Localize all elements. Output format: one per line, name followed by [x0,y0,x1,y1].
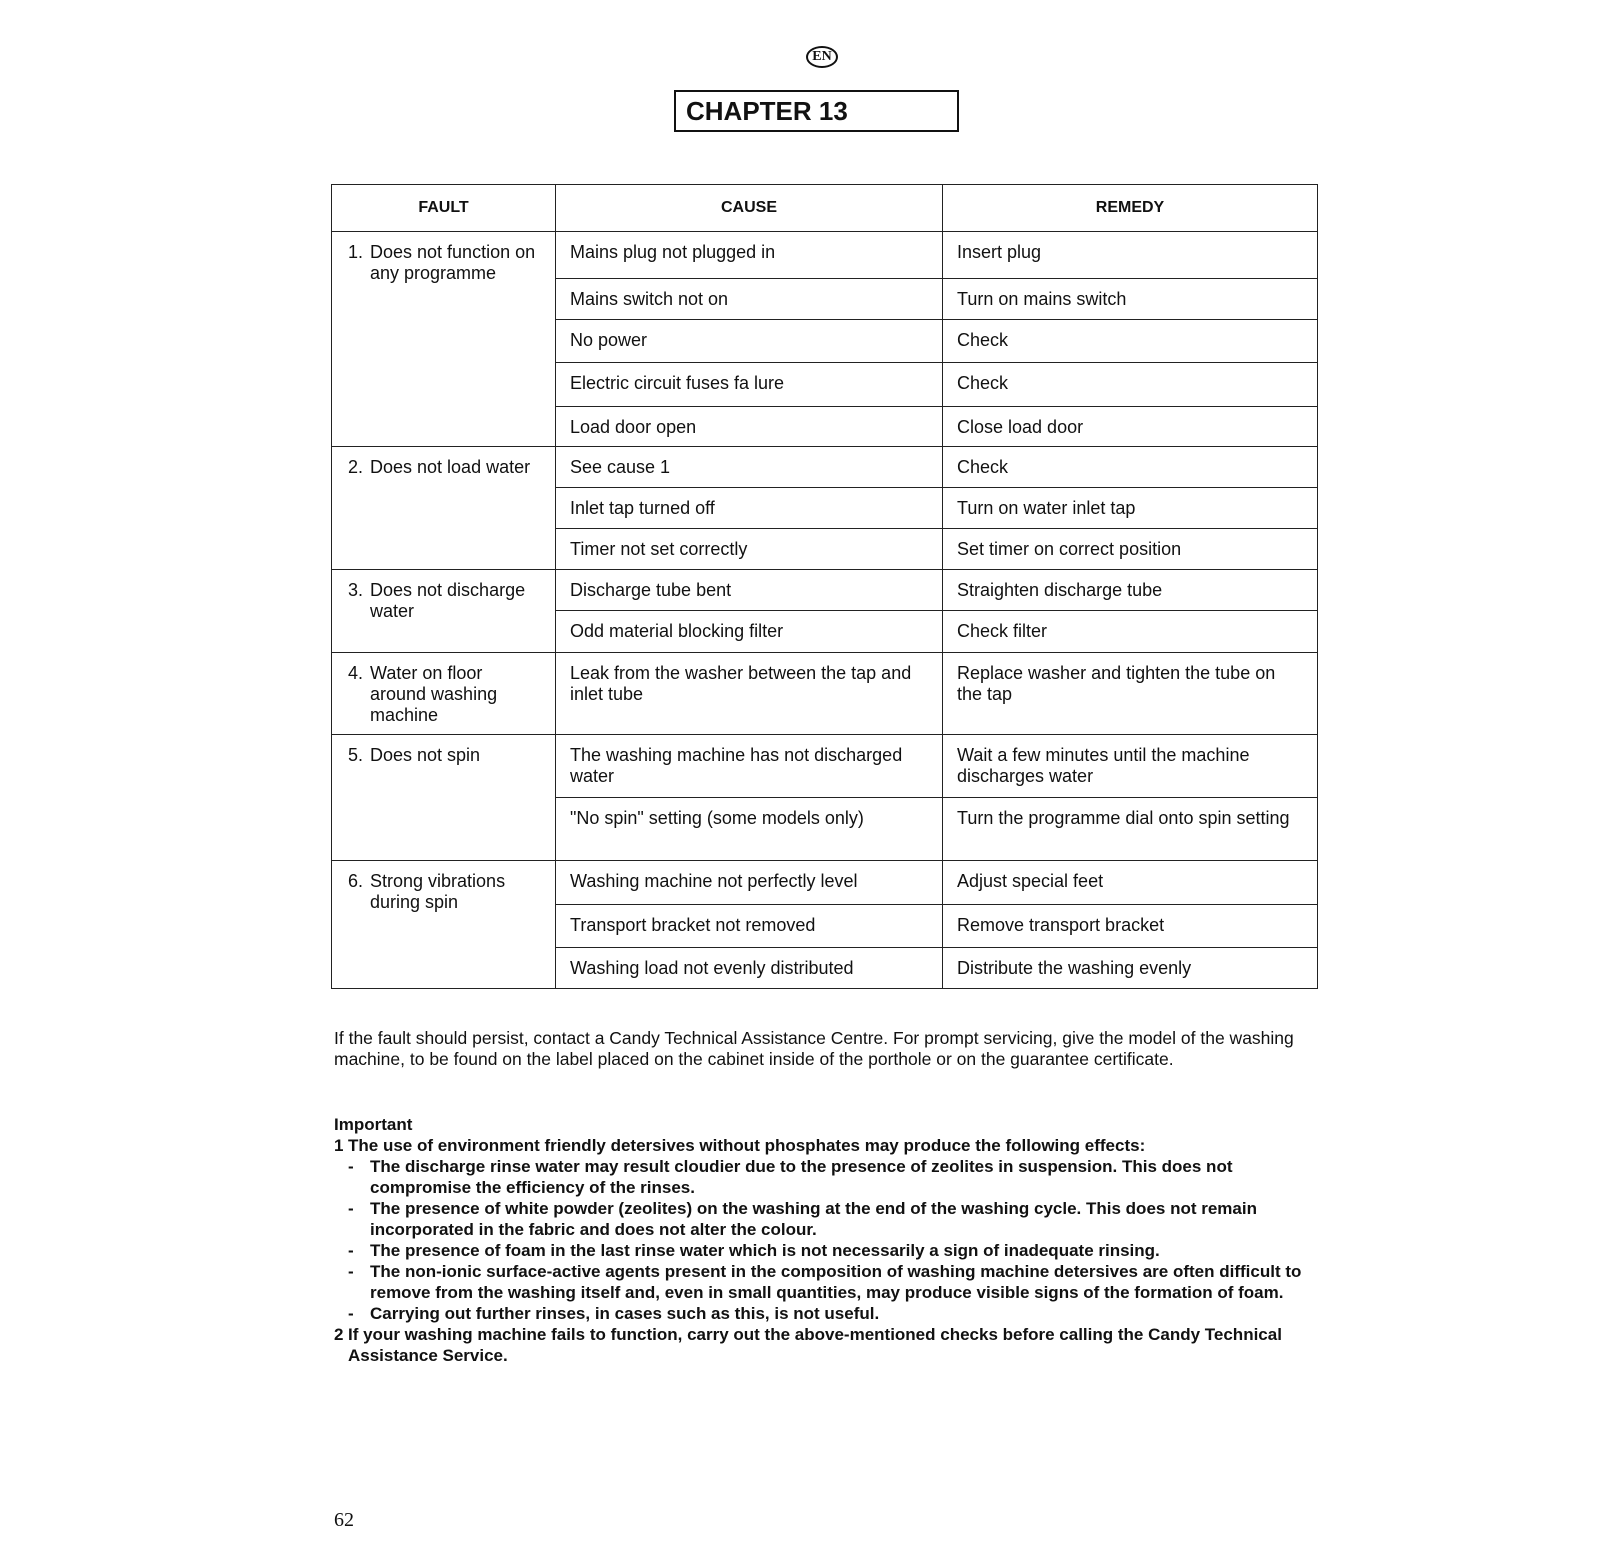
dash-marker: - [348,1241,354,1260]
remedy-cell: Check filter [943,611,1318,653]
fault-cell [332,861,556,989]
header-remedy: REMEDY [943,185,1318,232]
effect-text: The presence of white powder (zeolites) on the washing at the end of the washing cycle. This does not remain incorporated in the fabric and does not alter the colour. [370,1199,1257,1239]
fault-text: Does not function on any programme [370,242,536,283]
cause-cell: The washing machine has not discharged water [556,735,943,798]
remedy-cell: Check [943,447,1318,488]
remedy-cell: Replace washer and tighten the tube on the tap [943,653,1318,735]
important-section [334,1114,1324,1366]
cause-cell: Mains switch not on [556,279,943,320]
fault-number: 4. [348,663,364,683]
remedy-cell: Wait a few minutes until the machine discharges water [943,735,1318,798]
remedy-cell: Remove transport bracket [943,905,1318,948]
fault-cell [332,735,556,861]
fault-number: 5. [348,745,364,765]
effect-item [334,1261,1324,1303]
fault-cell [332,653,556,735]
effect-item [334,1240,1324,1261]
effect-text: The non-ionic surface-active agents present in the composition of washing machine detersives are often difficult to remove from the washing itself and, even in small quantities, may produce visible signs of the formation of foam. [370,1262,1302,1302]
remedy-cell: Turn the programme dial onto spin setting [943,798,1318,861]
table-row [332,653,1318,735]
troubleshooting-table [331,184,1318,989]
fault-text: Strong vibrations during spin [370,871,506,912]
table-row [332,570,1318,611]
fault-text: Water on floor around washing machine [370,663,498,725]
dash-marker: - [348,1157,354,1176]
effect-text: The discharge rinse water may result cloudier due to the presence of zeolites in suspension. This does not compromise the efficiency of the rinses. [370,1157,1233,1197]
persist-note: If the fault should persist, contact a Candy Technical Assistance Centre. For prompt servicing, give the model of the washing machine, to be found on the label placed on the cabinet inside of the porthole or on the guarantee certificate. [334,1028,1294,1069]
cause-cell: Mains plug not plugged in [556,232,943,279]
point-text: The use of environment friendly detersives without phosphates may produce the following effects: [348,1136,1146,1155]
remedy-cell: Straighten discharge tube [943,570,1318,611]
fault-cell [332,447,556,570]
table-row [332,447,1318,488]
effects-list [334,1156,1324,1324]
cause-cell: Discharge tube bent [556,570,943,611]
remedy-cell: Adjust special feet [943,861,1318,905]
remedy-cell: Turn on mains switch [943,279,1318,320]
dash-marker: - [348,1199,354,1218]
point-text: If your washing machine fails to function, carry out the above-mentioned checks before calling the Candy Technical Assistance Service. [348,1325,1282,1365]
cause-cell: Washing machine not perfectly level [556,861,943,905]
important-point-2 [334,1324,1324,1366]
remedy-cell: Check [943,363,1318,407]
table-body [332,232,1318,989]
cause-cell: Load door open [556,407,943,447]
effect-item [334,1156,1324,1198]
cause-cell: Leak from the washer between the tap and inlet tube [556,653,943,735]
effect-item [334,1303,1324,1324]
fault-number: 6. [348,871,364,891]
remedy-cell: Distribute the washing evenly [943,948,1318,989]
fault-number: 2. [348,457,364,477]
cause-cell: "No spin" setting (some models only) [556,798,943,861]
fault-number: 1. [348,242,364,262]
dash-marker: - [348,1262,354,1281]
effect-item [334,1198,1324,1240]
table-row [332,735,1318,798]
header-cause: CAUSE [556,185,943,232]
fault-text: Does not spin [370,745,481,765]
cause-cell: Inlet tap turned off [556,488,943,529]
cause-cell: Odd material blocking filter [556,611,943,653]
table-row [332,232,1318,279]
dash-marker: - [348,1304,354,1323]
effect-text: Carrying out further rinses, in cases such as this, is not useful. [370,1304,880,1323]
table-row [332,861,1318,905]
remedy-cell: Insert plug [943,232,1318,279]
remedy-cell: Set timer on correct position [943,529,1318,570]
point-number: 2 [334,1325,344,1344]
cause-cell: See cause 1 [556,447,943,488]
fault-cell [332,232,556,447]
table-header-row [332,185,1318,232]
fault-text: Does not discharge water [370,580,526,621]
important-heading: Important [334,1115,413,1134]
important-point-1 [334,1135,1324,1156]
cause-cell: No power [556,320,943,363]
point-number: 1 [334,1136,344,1155]
cause-cell: Timer not set correctly [556,529,943,570]
fault-text: Does not load water [370,457,531,477]
cause-cell: Transport bracket not removed [556,905,943,948]
page-number: 62 [334,1509,354,1531]
fault-number: 3. [348,580,364,600]
fault-cell [332,570,556,653]
effect-text: The presence of foam in the last rinse water which is not necessarily a sign of inadequate rinsing. [370,1241,1160,1260]
chapter-title: CHAPTER 13 [674,90,959,132]
remedy-cell: Turn on water inlet tap [943,488,1318,529]
header-fault: FAULT [332,185,556,232]
remedy-cell: Check [943,320,1318,363]
remedy-cell: Close load door [943,407,1318,447]
language-badge: EN [806,46,838,68]
cause-cell: Washing load not evenly distributed [556,948,943,989]
cause-cell: Electric circuit fuses fa lure [556,363,943,407]
